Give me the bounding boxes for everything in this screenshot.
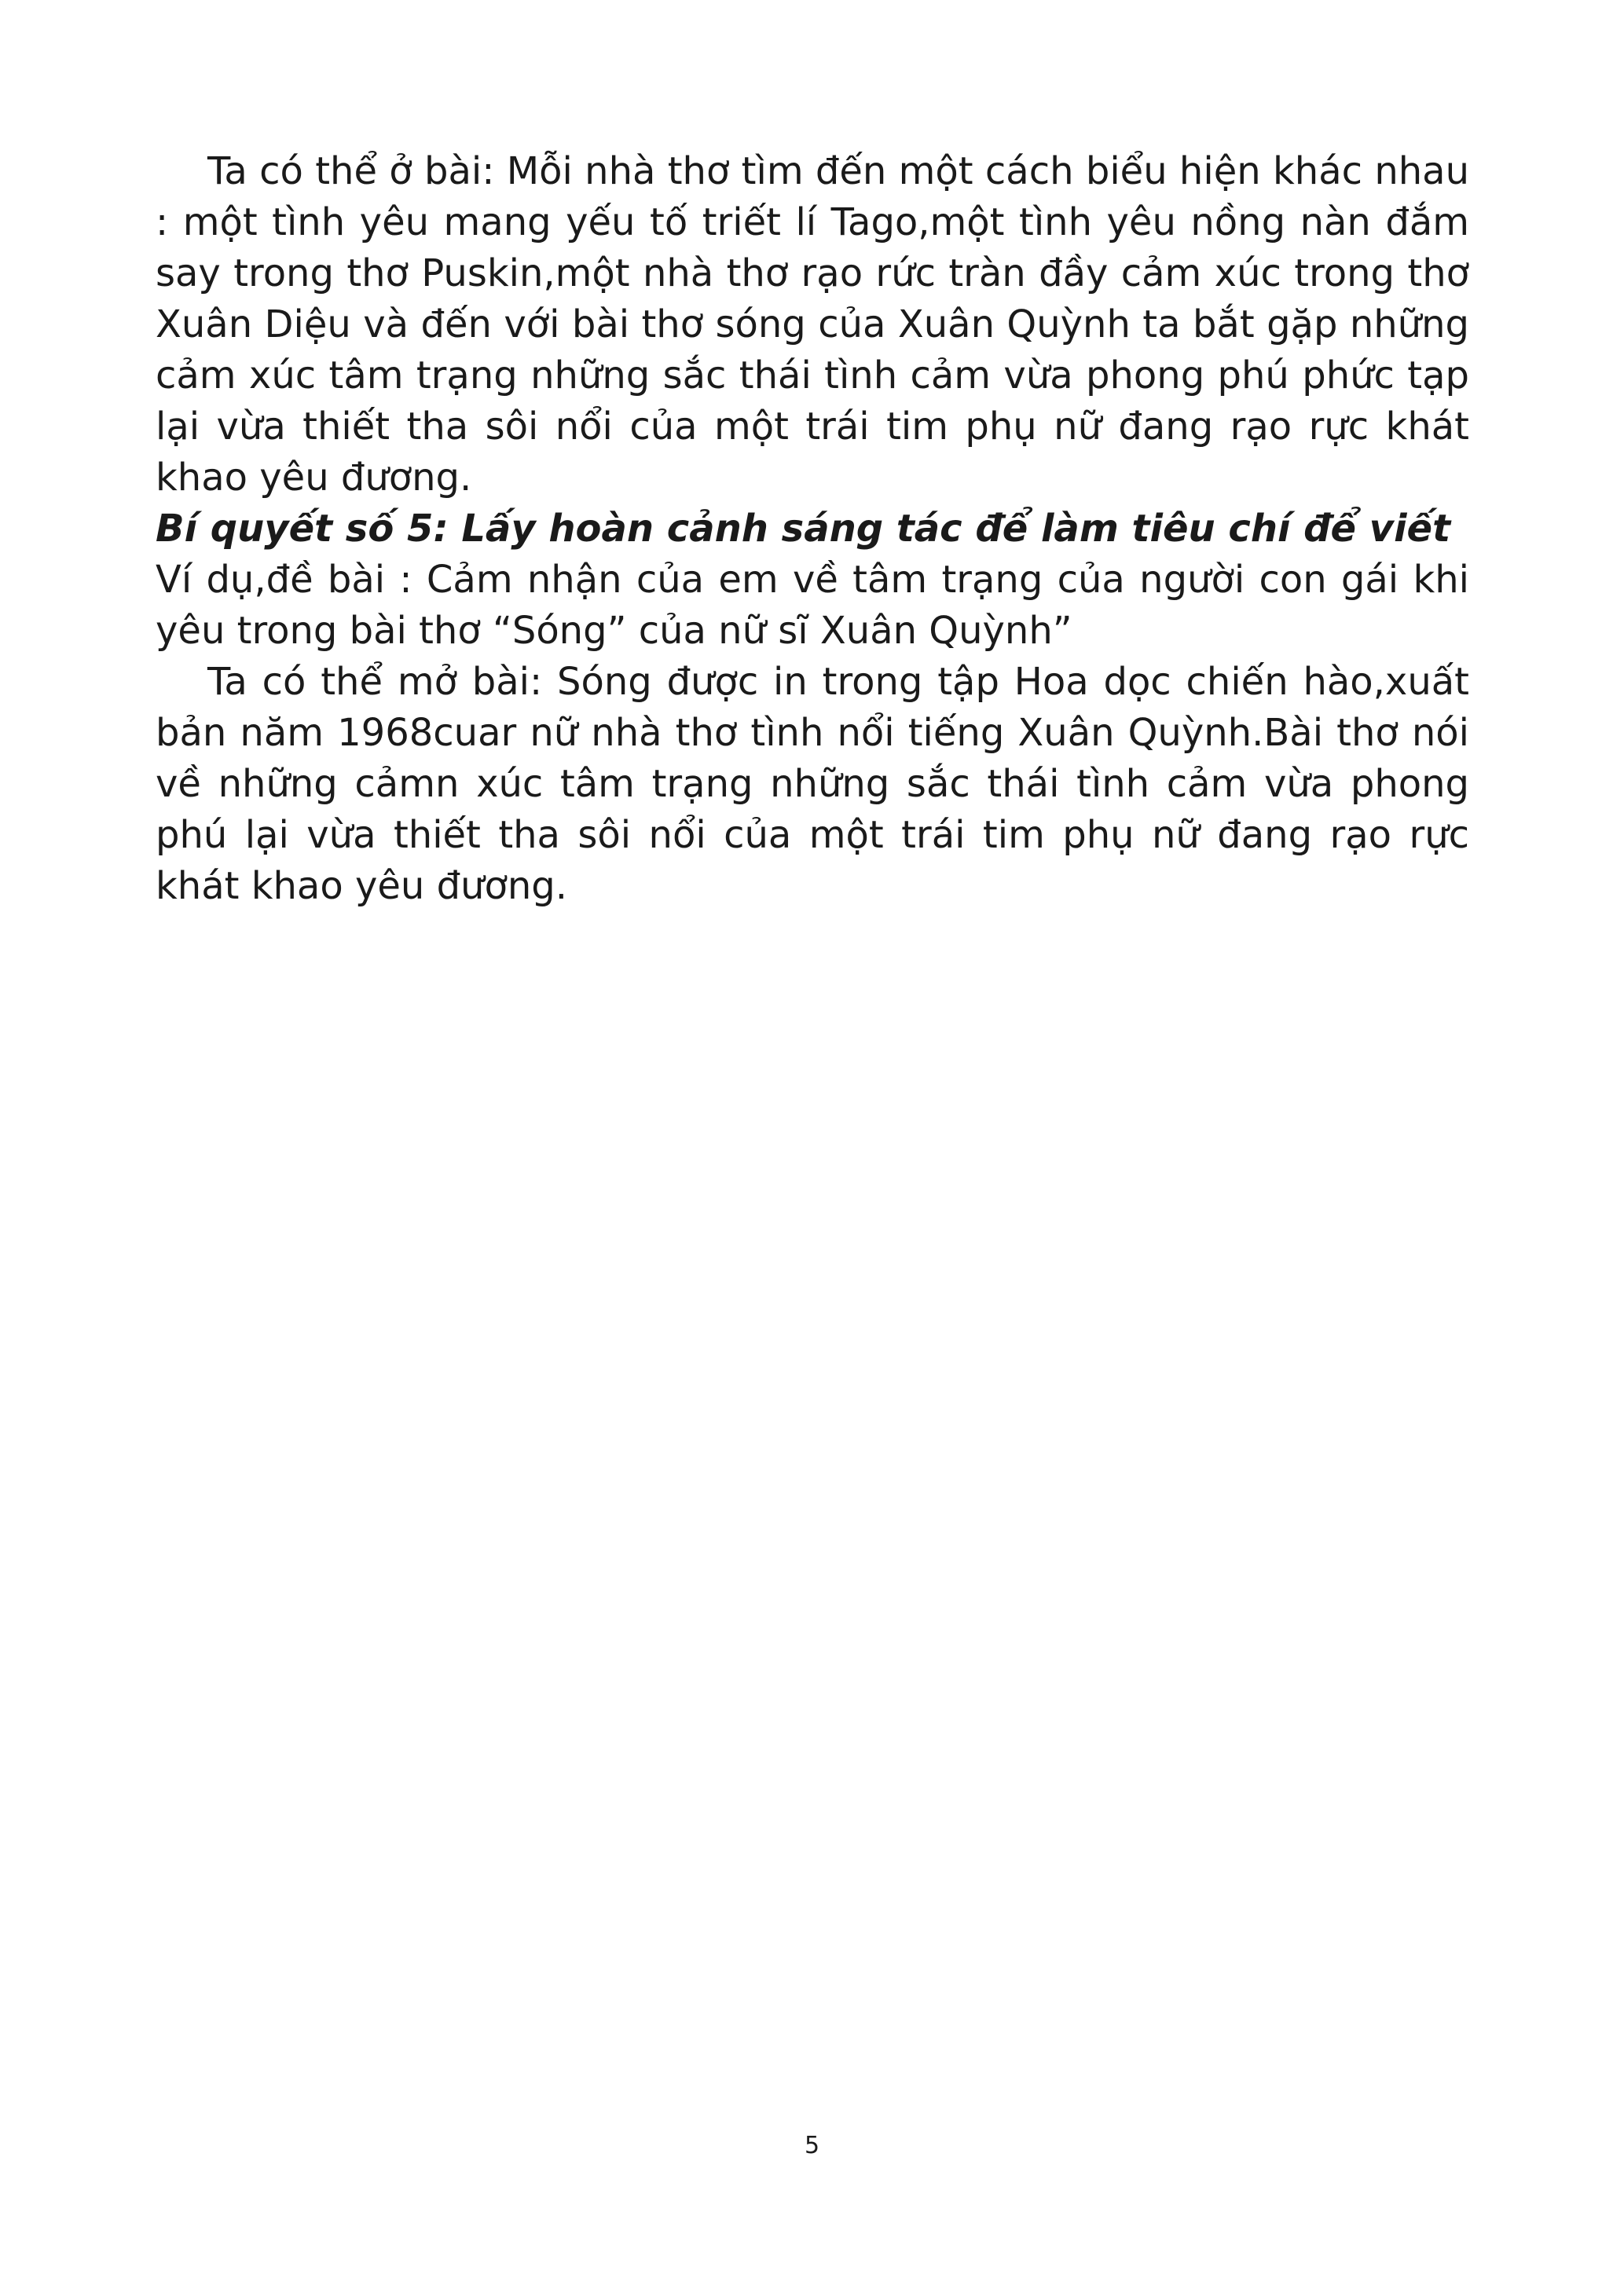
paragraph-example-prompt: Ví dụ,đề bài : Cảm nhận của em về tâm trạng của người con gái khi yêu trong bài thơ “Sóng” của nữ sĩ Xuân Quỳnh” — [156, 558, 1469, 653]
paragraph-intro-example-2: Ta có thể mở bài: Sóng được in trong tập Hoa dọc chiến hào,xuất bản năm 1968cuar nữ nhà thơ tình nổi tiếng Xuân Quỳnh.Bài thơ nói về những cảmn xúc tâm trạng những sắc thái tình cảm vừa phong phú lại vừa thiết tha sôi nổi của một trái tim phụ nữ đang rạo rực khát khao yêu đương. — [156, 660, 1469, 908]
page-number: 5 — [804, 2132, 820, 2159]
paragraph-intro-example-1: Ta có thể ở bài: Mỗi nhà thơ tìm đến một cách biểu hiện khác nhau : một tình yêu mang yếu tố triết lí Tago,một tình yêu nồng nàn đắm say trong thơ Puskin,một nhà thơ rạo rức tràn đầy cảm xúc trong thơ Xuân Diệu và đến với bài thơ sóng của Xuân Quỳnh ta bắt gặp những cảm xúc tâm trạng những sắc thái tình cảm vừa phong phú phức tạp lại vừa thiết tha sôi nổi của một trái tim phụ nữ đang rạo rực khát khao yêu đương. — [156, 149, 1469, 500]
section-heading-tip-5: Bí quyết số 5: Lấy hoàn cảnh sáng tác để làm tiêu chí để viết — [156, 507, 1451, 551]
page-body — [156, 146, 1469, 912]
